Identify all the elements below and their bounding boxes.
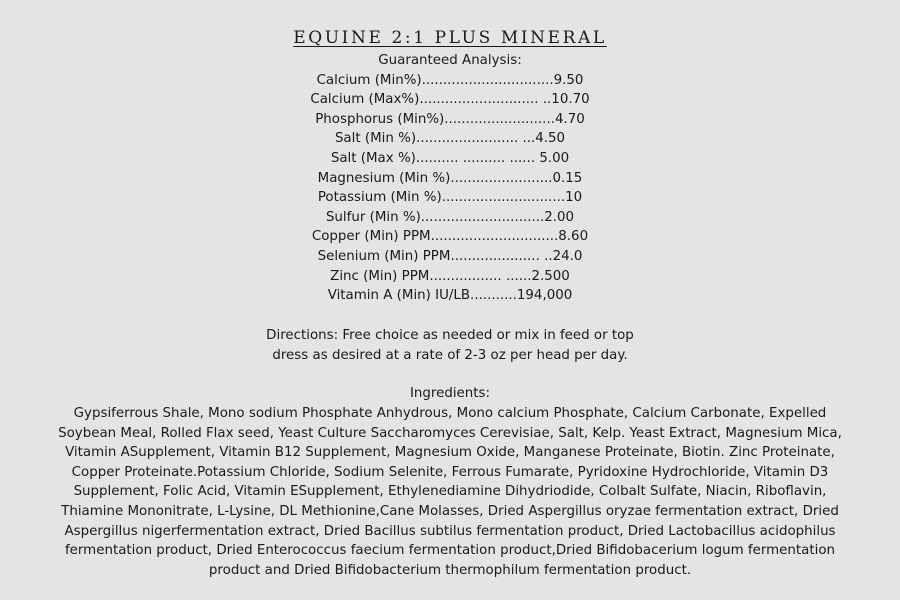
ingredients-line: Gypsiferrous Shale, Mono sodium Phosphate Anhydrous, Mono calcium Phosphate, Calcium Carbonate, Expelled xyxy=(73,406,827,421)
directions-line: dress as desired at a rate of 2-3 oz per head per day. xyxy=(272,347,628,363)
directions xyxy=(0,326,900,365)
analysis-line: Calcium (Min%)...............................9.50 xyxy=(316,72,584,88)
ingredients-line: Copper Proteinate.Potassium Chloride, Sodium Selenite, Ferrous Fumarate, Pyridoxine Hydrochloride, Vitamin D3 xyxy=(71,464,829,480)
analysis-heading: Guaranteed Analysis: xyxy=(378,53,522,68)
guaranteed-analysis xyxy=(0,51,900,306)
analysis-line: Zinc (Min) PPM................. ......2.500 xyxy=(330,268,570,284)
analysis-line: Salt (Max %).......... .......... ...... 5.00 xyxy=(330,150,570,166)
ingredients-heading: Ingredients: xyxy=(409,386,491,401)
ingredients-line: Soybean Meal, Rolled Flax seed, Yeast Culture Saccharomyces Cerevisiae, Salt, Kelp. Yeast Extract, Magnesium Mica, xyxy=(58,425,842,441)
analysis-line: Sulfur (Min %).............................2.00 xyxy=(325,209,575,225)
ingredients-line: Aspergillus nigerfermentation extract, Dried Bacillus subtilus fermentation product, Dried Lactobacillus acidophilus xyxy=(64,523,836,539)
analysis-line: Salt (Min %)........................ ...4.50 xyxy=(334,131,566,147)
ingredients-line: Vitamin ASupplement, Vitamin B12 Supplement, Magnesium Oxide, Manganese Proteinate, Biotin. Zinc Proteinate, xyxy=(65,445,835,461)
analysis-line: Calcium (Max%)............................ ..10.70 xyxy=(310,92,590,108)
directions-line: Directions: Free choice as needed or mix in feed or top xyxy=(266,328,634,343)
ingredients-line: Thiamine Mononitrate, L-Lysine, DL Methionine,Cane Molasses, Dried Aspergillus oryzae fermentation extract, Dried xyxy=(61,503,839,519)
ingredients-line: Supplement, Folic Acid, Vitamin ESupplement, Ethylenediamine Dihydriodide, Colbalt Sulfate, Niacin, Riboflavin, xyxy=(73,484,827,500)
analysis-line: Copper (Min) PPM..............................8.60 xyxy=(311,229,589,245)
ingredients-line: product and Dried Bifidobacterium thermophilum fermentation product. xyxy=(208,562,692,578)
analysis-line: Vitamin A (Min) IU/LB...........194,000 xyxy=(327,288,573,304)
ingredients-list xyxy=(36,404,864,580)
analysis-line: Selenium (Min) PPM..................... ..24.0 xyxy=(317,248,583,264)
analysis-line: Potassium (Min %).............................10 xyxy=(317,190,583,206)
ingredients-line: fermentation product, Dried Enterococcus faecium fermentation product,Dried Bifidobacerium logum fermentation xyxy=(64,543,836,559)
analysis-line: Phosphorus (Min%)..........................4.70 xyxy=(315,111,585,127)
product-title xyxy=(0,26,900,50)
product-title-text: EQUINE 2:1 PLUS MINERAL xyxy=(293,28,607,48)
analysis-line: Magnesium (Min %)........................0.15 xyxy=(317,170,583,186)
